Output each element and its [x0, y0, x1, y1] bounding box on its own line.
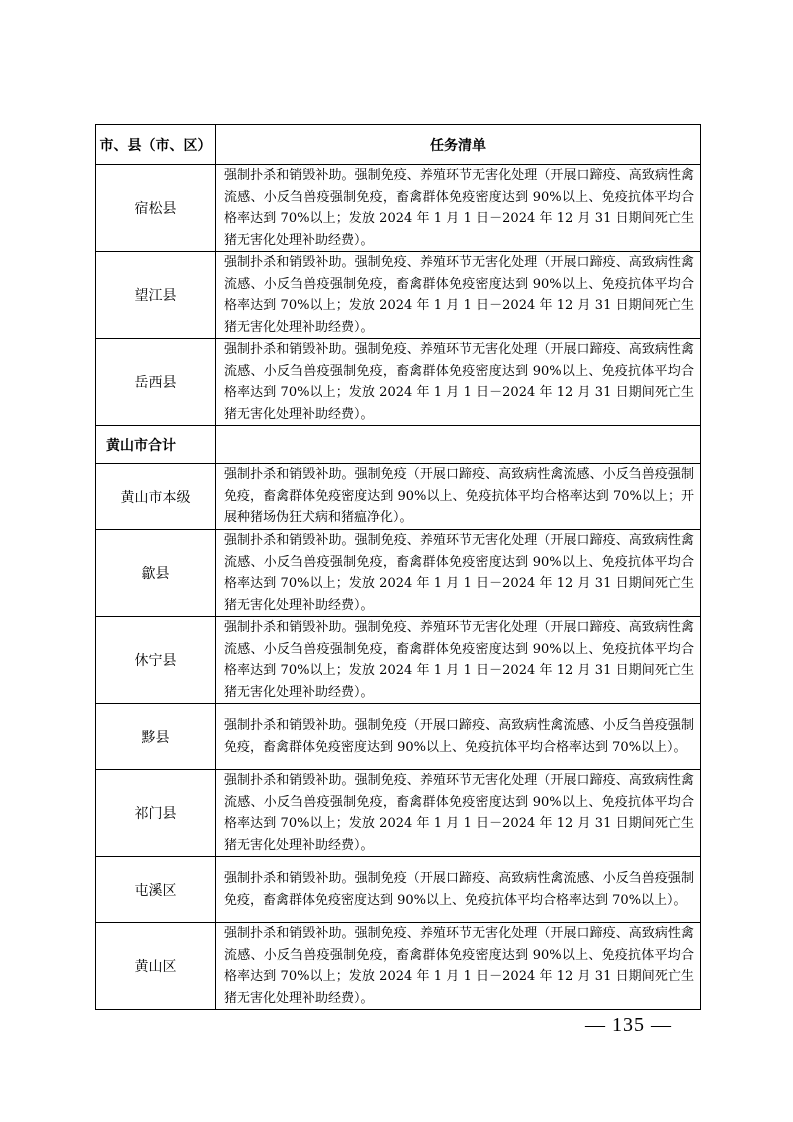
table-row	[96, 704, 701, 770]
header-region: 市、县（市、区）	[96, 125, 216, 165]
task-list-table	[95, 124, 701, 1010]
task-description: 强制扑杀和销毁补助。强制免疫、养殖环节无害化处理（开展口蹄疫、高致病性禽流感、小反刍兽疫强制免疫，畜禽群体免疫密度达到 90%以上、免疫抗体平均合格率达到 70%以上；发放 2024 年 1 月 1 日－2024 年 12 月 31 日期间死亡生猪无害化处理补助经费）。	[216, 770, 701, 857]
table-row	[96, 530, 701, 617]
region-name: 屯溪区	[96, 857, 216, 923]
region-name: 宿松县	[96, 165, 216, 252]
region-name: 歙县	[96, 530, 216, 617]
table-row	[96, 165, 701, 252]
region-name: 望江县	[96, 252, 216, 339]
subtotal-label: 黄山市合计	[96, 426, 216, 464]
task-description: 强制扑杀和销毁补助。强制免疫（开展口蹄疫、高致病性禽流感、小反刍兽疫强制免疫，畜禽群体免疫密度达到 90%以上、免疫抗体平均合格率达到 70%以上；开展种猪场伪狂犬病和猪瘟净化）。	[216, 464, 701, 530]
region-name: 黟县	[96, 704, 216, 770]
region-name: 黄山市本级	[96, 464, 216, 530]
subtotal-row	[96, 426, 701, 464]
table-row	[96, 617, 701, 704]
table-row	[96, 464, 701, 530]
task-description: 强制扑杀和销毁补助。强制免疫（开展口蹄疫、高致病性禽流感、小反刍兽疫强制免疫，畜禽群体免疫密度达到 90%以上、免疫抗体平均合格率达到 70%以上）。	[216, 857, 701, 923]
region-name: 休宁县	[96, 617, 216, 704]
table-header-row	[96, 125, 701, 165]
task-description: 强制扑杀和销毁补助。强制免疫、养殖环节无害化处理（开展口蹄疫、高致病性禽流感、小反刍兽疫强制免疫，畜禽群体免疫密度达到 90%以上、免疫抗体平均合格率达到 70%以上；发放 2024 年 1 月 1 日－2024 年 12 月 31 日期间死亡生猪无害化处理补助经费）。	[216, 339, 701, 426]
region-name: 黄山区	[96, 923, 216, 1010]
task-description: 强制扑杀和销毁补助。强制免疫、养殖环节无害化处理（开展口蹄疫、高致病性禽流感、小反刍兽疫强制免疫，畜禽群体免疫密度达到 90%以上、免疫抗体平均合格率达到 70%以上；发放 2024 年 1 月 1 日－2024 年 12 月 31 日期间死亡生猪无害化处理补助经费）。	[216, 530, 701, 617]
task-description: 强制扑杀和销毁补助。强制免疫、养殖环节无害化处理（开展口蹄疫、高致病性禽流感、小反刍兽疫强制免疫，畜禽群体免疫密度达到 90%以上、免疫抗体平均合格率达到 70%以上；发放 2024 年 1 月 1 日－2024 年 12 月 31 日期间死亡生猪无害化处理补助经费）。	[216, 923, 701, 1010]
table-row	[96, 252, 701, 339]
region-name: 祁门县	[96, 770, 216, 857]
table-row	[96, 770, 701, 857]
table-row	[96, 857, 701, 923]
subtotal-task	[216, 426, 701, 464]
table-row	[96, 923, 701, 1010]
region-name: 岳西县	[96, 339, 216, 426]
task-description: 强制扑杀和销毁补助。强制免疫、养殖环节无害化处理（开展口蹄疫、高致病性禽流感、小反刍兽疫强制免疫，畜禽群体免疫密度达到 90%以上、免疫抗体平均合格率达到 70%以上；发放 2024 年 1 月 1 日－2024 年 12 月 31 日期间死亡生猪无害化处理补助经费）。	[216, 252, 701, 339]
task-description: 强制扑杀和销毁补助。强制免疫、养殖环节无害化处理（开展口蹄疫、高致病性禽流感、小反刍兽疫强制免疫，畜禽群体免疫密度达到 90%以上、免疫抗体平均合格率达到 70%以上；发放 2024 年 1 月 1 日－2024 年 12 月 31 日期间死亡生猪无害化处理补助经费）。	[216, 617, 701, 704]
task-description: 强制扑杀和销毁补助。强制免疫（开展口蹄疫、高致病性禽流感、小反刍兽疫强制免疫，畜禽群体免疫密度达到 90%以上、免疫抗体平均合格率达到 70%以上）。	[216, 704, 701, 770]
page-number: — 135 —	[585, 1014, 672, 1036]
table-row	[96, 339, 701, 426]
task-description: 强制扑杀和销毁补助。强制免疫、养殖环节无害化处理（开展口蹄疫、高致病性禽流感、小反刍兽疫强制免疫，畜禽群体免疫密度达到 90%以上、免疫抗体平均合格率达到 70%以上；发放 2024 年 1 月 1 日－2024 年 12 月 31 日期间死亡生猪无害化处理补助经费）。	[216, 165, 701, 252]
header-tasks: 任务清单	[216, 125, 701, 165]
